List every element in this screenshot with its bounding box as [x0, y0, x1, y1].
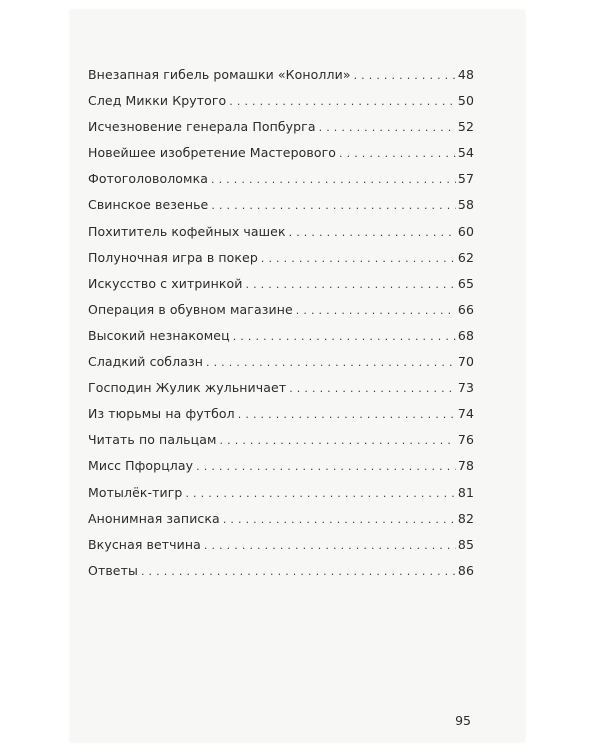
toc-entry-page: 82	[457, 510, 474, 526]
toc-dot-leader	[246, 272, 456, 298]
toc-entry	[88, 401, 474, 427]
toc-entry-title: Новейшее изобретение Мастерового	[88, 145, 337, 161]
toc-entry	[88, 88, 474, 114]
toc-entry	[88, 114, 474, 140]
toc-entry-page: 62	[457, 249, 474, 265]
toc-entry-title: Читать по пальцам	[88, 432, 217, 448]
toc-entry	[88, 62, 474, 88]
toc-entry-title: Фотоголоволомка	[88, 171, 208, 187]
toc-entry-page: 78	[457, 458, 474, 474]
toc-dot-leader	[220, 428, 456, 454]
toc-entry	[88, 323, 474, 349]
toc-entry-page: 68	[457, 327, 474, 343]
toc-entry	[88, 271, 474, 297]
toc-dot-leader	[339, 141, 456, 167]
toc-entry-title: Господин Жулик жульничает	[88, 380, 287, 396]
toc-dot-leader	[354, 63, 456, 89]
toc-entry	[88, 532, 474, 558]
toc-entry-page: 74	[457, 406, 474, 422]
toc-entry-page: 58	[457, 197, 474, 213]
toc-entry-page: 73	[457, 380, 474, 396]
toc-dot-leader	[206, 350, 456, 376]
toc-entry-page: 81	[457, 484, 474, 500]
toc-entry-title: Искусство с хитринкой	[88, 275, 243, 291]
toc-entry-page: 85	[457, 536, 474, 552]
toc-entry-page: 52	[457, 119, 474, 135]
toc-entry-title: Внезапная гибель ромашки «Конолли»	[88, 67, 351, 82]
toc-entry	[88, 219, 474, 245]
toc-entry	[88, 427, 474, 453]
toc-entry-title: Сладкий соблазн	[88, 354, 203, 370]
toc-entry-page: 65	[457, 275, 474, 291]
toc-entry-title: Анонимная записка	[88, 510, 220, 526]
toc-dot-leader	[223, 507, 456, 533]
toc-entry-page: 86	[457, 562, 474, 578]
toc-entry-title: Операция в обувном магазине	[88, 301, 293, 317]
toc-dot-leader	[211, 193, 456, 219]
book-page	[70, 10, 525, 742]
toc-entry	[88, 453, 474, 479]
toc-entry-title: Полуночная игра в покер	[88, 249, 258, 265]
toc-entry	[88, 140, 474, 166]
toc-dot-leader	[233, 324, 456, 350]
toc-entry-page: 48	[457, 67, 474, 82]
toc-dot-leader	[204, 533, 456, 559]
toc-entry-page: 50	[457, 93, 474, 109]
toc-entry-page: 70	[457, 354, 474, 370]
toc-entry	[88, 480, 474, 506]
toc-entry-title: Похититель кофейных чашек	[88, 223, 286, 239]
toc-entry-title: След Микки Крутого	[88, 93, 227, 109]
toc-entry	[88, 192, 474, 218]
toc-dot-leader	[238, 402, 456, 428]
toc-entry-title: Вкусная ветчина	[88, 536, 201, 552]
toc-dot-leader	[185, 481, 455, 507]
toc-entry-page: 54	[457, 145, 474, 161]
toc-entry	[88, 558, 474, 584]
page-number: 95	[455, 713, 471, 728]
toc-entry-title: Мисс Пфорцлау	[88, 458, 194, 474]
table-of-contents	[88, 62, 474, 584]
toc-dot-leader	[141, 559, 456, 585]
toc-entry	[88, 297, 474, 323]
toc-entry-title: Мотылёк-тигр	[88, 484, 183, 500]
toc-entry	[88, 166, 474, 192]
toc-dot-leader	[196, 454, 456, 480]
toc-entry-page: 76	[457, 432, 474, 448]
toc-dot-leader	[289, 376, 456, 402]
toc-entry-title: Исчезновение генерала Попбурга	[88, 119, 316, 135]
toc-entry-page: 57	[457, 171, 474, 187]
toc-entry	[88, 506, 474, 532]
toc-dot-leader	[319, 115, 456, 141]
toc-dot-leader	[229, 89, 456, 115]
toc-entry	[88, 375, 474, 401]
toc-dot-leader	[289, 220, 456, 246]
toc-entry-page: 60	[457, 223, 474, 239]
toc-entry-title: Свинское везенье	[88, 197, 209, 213]
toc-entry-title: Из тюрьмы на футбол	[88, 406, 235, 422]
toc-dot-leader	[211, 167, 456, 193]
toc-entry	[88, 245, 474, 271]
toc-entry-title: Высокий незнакомец	[88, 327, 230, 343]
toc-entry-title: Ответы	[88, 562, 138, 578]
toc-dot-leader	[261, 246, 456, 272]
toc-dot-leader	[296, 298, 456, 324]
toc-entry-page: 66	[457, 301, 474, 317]
toc-entry	[88, 349, 474, 375]
